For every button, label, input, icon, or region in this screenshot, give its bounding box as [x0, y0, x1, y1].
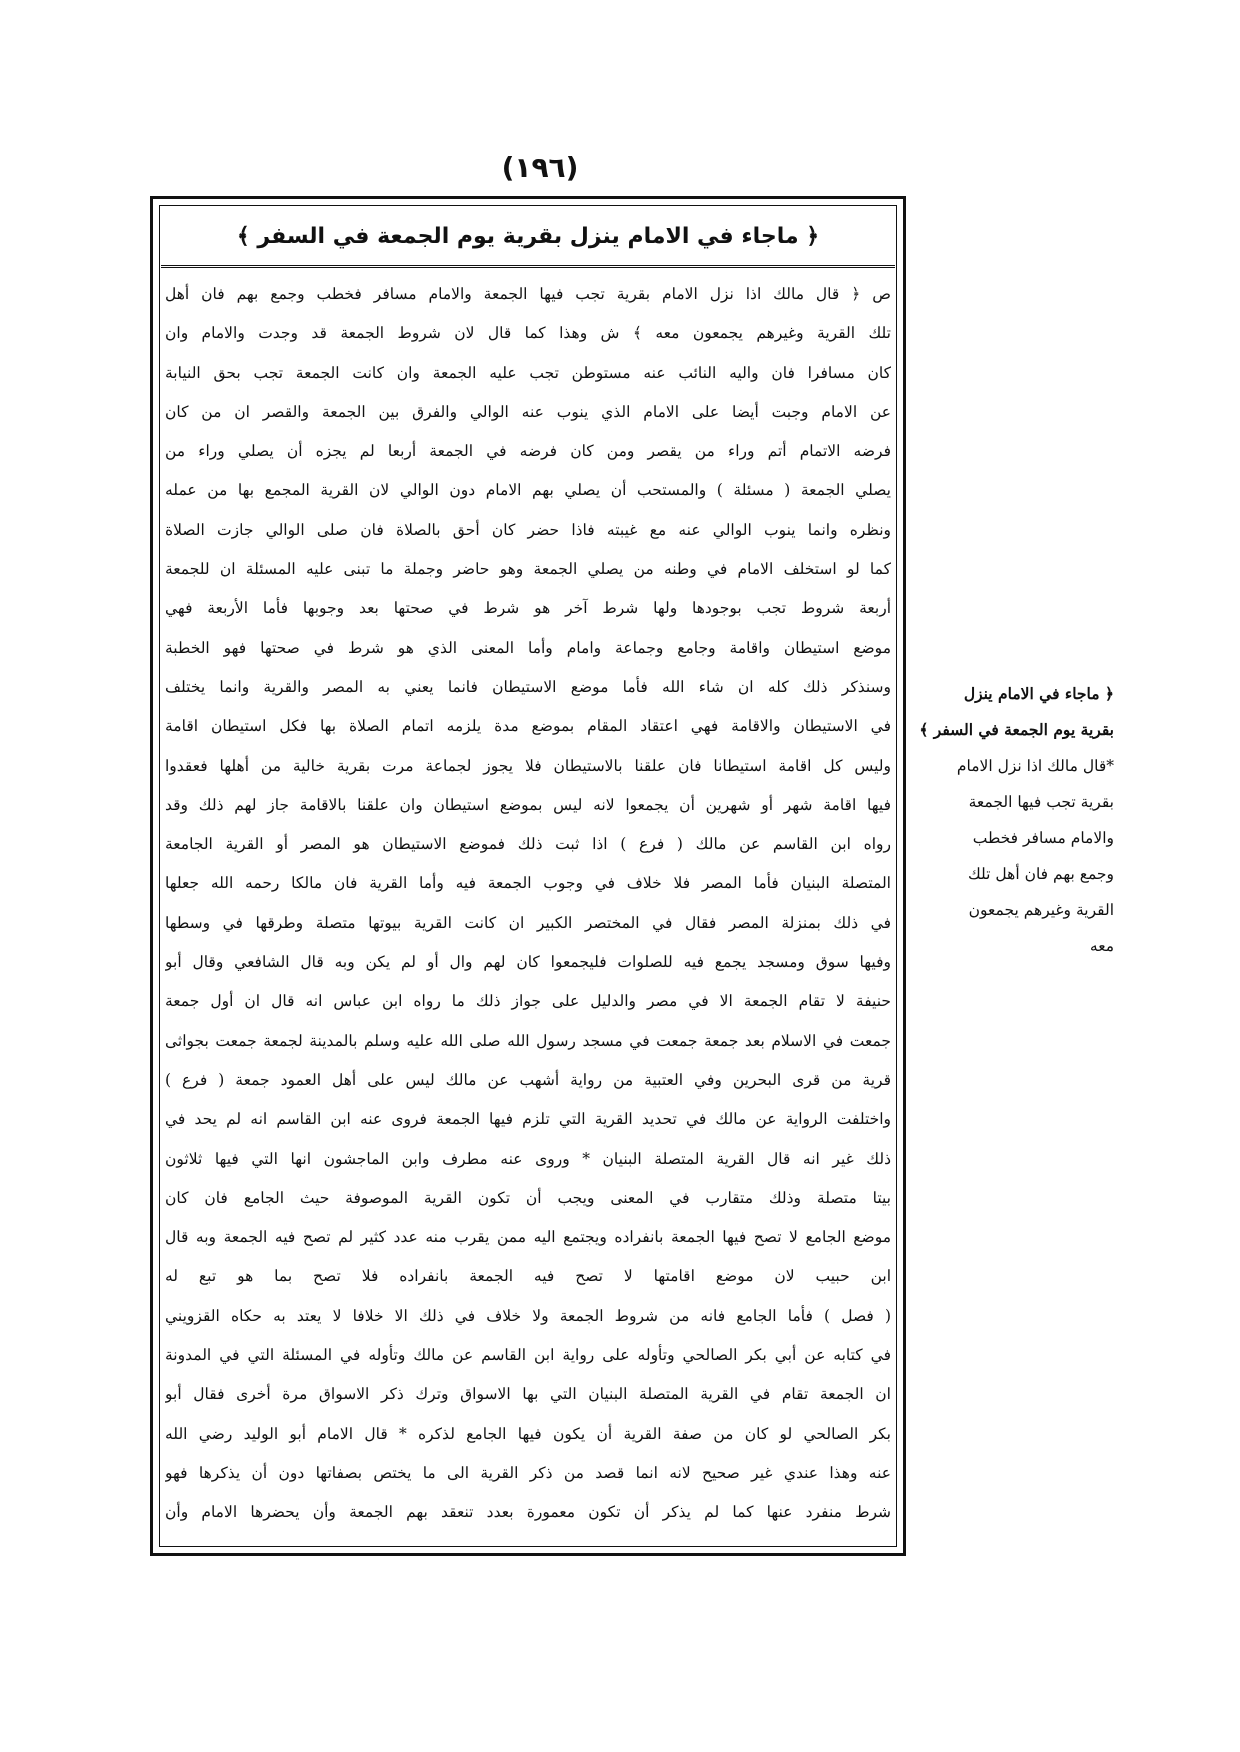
margin-text-line: والامام مسافر فخطب [972, 829, 1114, 847]
margin-note [914, 676, 1114, 964]
margin-text-line: معه [1089, 937, 1114, 955]
text-line: ( فصل ) فأما الجامع فانه من شروط الجمعة ولا خلاف في ذلك الا خلافا لا يعتد به حكاه القزويني [165, 1306, 891, 1325]
text-line: رواه ابن القاسم عن مالك ( فرع ) اذا ثبت ذلك فموضع الاستيطان هو المصر أو القرية الجامعة [165, 835, 891, 854]
text-frame [150, 196, 906, 1556]
text-line: حنيفة لا تقام الجمعة الا في مصر والدليل على جواز ذلك ما رواه ابن عباس انه قال ان أول جمعة [165, 992, 891, 1011]
margin-text-line: القرية وغيرهم يجمعون [968, 901, 1114, 919]
text-line: ان الجمعة تقام في القرية المتصلة البنيان التي بها الاسواق وترك ذكر الاسواق مرة أخرى فقال أبو [165, 1385, 891, 1404]
text-line: وليس كل اقامة استيطانا فان علقنا بالاستيطان فلا يجوز لجماعة مرت بقرية خالية من أهلها فعقدوا [165, 756, 891, 775]
text-line: وفيها سوق ومسجد يجمع فيه للصلوات فليجمعوا كان لهم وال أو لم يكن وبه قال الشافعي وقال أبو [165, 953, 891, 972]
text-line: تلك القرية وغيرهم يجمعون معه ﴾ ش وهذا كما قال لان شروط الجمعة قد وجدت والامام وان [165, 324, 891, 343]
text-line: بيتا متصلة وذلك متقارب في المعنى ويجب أن تكون القرية الموصوفة حيث الجامع فان كان [165, 1188, 891, 1207]
margin-text-line: وجمع بهم فان أهل تلك [967, 865, 1114, 883]
text-line: وسنذكر ذلك كله ان شاء الله فأما موضع الاستيطان فانما يعني به المصر والقرية وانما يختلف [165, 677, 891, 696]
text-line: ابن حبيب لان موضع اقامتها لا تصح فيه الجمعة بانفراده فلا تصح بما هو تبع له [165, 1267, 891, 1286]
text-line: المتصلة البنيان فأما المصر فلا خلاف في وجوب الجمعة فيه وأما القرية فان مالكا رحمه الله جعلها [165, 874, 891, 893]
text-line: في كتابه عن أبي بكر الصالحي وتأوله على رواية ابن القاسم عن مالك وتأوله في المسئلة التي في المدونة [165, 1346, 891, 1365]
text-line: ذلك غير انه قال القرية المتصلة البنيان * وروى عنه مطرف وابن الماجشون انها التي فيها ثلاثون [165, 1149, 891, 1168]
title-divider [161, 265, 895, 268]
margin-text-line: *قال مالك اذا نزل الامام [956, 757, 1114, 775]
margin-text-line: بقرية تجب فيها الجمعة [968, 793, 1114, 811]
text-line: واختلفت الرواية عن مالك في تحديد القرية التي تلزم فيها الجمعة فروى عنه ابن القاسم انه لم يحد في [165, 1110, 891, 1129]
page-number: (١٩٦) [501, 151, 579, 184]
text-line: شرط منفرد عنها كما لم يذكر أن تكون معمورة بعدد تنعقد بهم الجمعة وأن يحضرها الامام وأن [165, 1503, 891, 1522]
text-line: فيها اقامة شهر أو شهرين أن يجمعوا لانه ليس بموضع استيطان وان علقنا بالاقامة جاز لهم ذلك وقد [165, 795, 891, 814]
margin-title-line: بقرية يوم الجمعة في السفر ﴾ [919, 720, 1114, 739]
chapter-title: ﴿ ماجاء في الامام ينزل بقرية يوم الجمعة في السفر ﴾ [236, 224, 820, 249]
text-line: كان مسافرا فان واليه النائب عنه مستوطن تجب عليه الجمعة وان كانت الجمعة تجب بحق النيابة [165, 363, 891, 382]
margin-title-line: ﴿ ماجاء في الامام ينزل [963, 684, 1114, 703]
text-line: عن الامام وجبت أيضا على الامام الذي ينوب عنه الوالي والفرق بين الجمعة والقصر ان من كان [165, 402, 891, 421]
text-line: يصلي الجمعة ( مسئلة ) والمستحب أن يصلي بهم الامام دون الوالي لان القرية المجمع بها من عمله [165, 481, 891, 500]
text-line: أربعة شروط تجب بوجودها ولها شرط آخر هو شرط في صحتها بعد وجوبها فأما الأربعة فهي [165, 599, 891, 618]
text-line: ونظره وانما ينوب الوالي عنه مع غيبته فاذا حضر كان أحق بالصلاة فان صلى الوالي جازت الصلاة [165, 520, 891, 539]
text-line: في ذلك بمنزلة المصر فقال في المختصر الكبير ان كانت القرية بيوتها متصلة وطرقها في وسطها [165, 913, 891, 932]
text-line: عنه وهذا عندي غير صحيح لانه انما قصد من ذكر القرية الى ما يختص بصفاتها دون أن يذكرها فهو [165, 1463, 891, 1482]
text-line: قرية من قرى البحرين وفي العتبية من رواية أشهب عن مالك ليس على أهل العمود جمعة ( فرع ) [165, 1070, 891, 1089]
text-line: ص ﴿ قال مالك اذا نزل الامام بقرية تجب فيها الجمعة والامام مسافر فخطب وجمع بهم فان أهل [165, 285, 891, 303]
text-line: جمعت في الاسلام بعد جمعة جمعت في مسجد رسول الله صلى الله عليه وسلم بالمدينة لجمعة جمعت بجواثى [165, 1031, 891, 1050]
text-line: موضع الجامع لا تصح فيها الجمعة بانفراده ويجتمع اليه ممن يقرب منه عدد كثير لم تصح فيه الجمعة وبه قال [165, 1228, 891, 1247]
text-line: كما لو استخلف الامام في وطنه من يصلي الجمعة وهو حاضر وجملة ما تبنى عليه المسئلة ان للجمعة [165, 560, 891, 579]
text-line: فرضه الاتمام أتم وراء من يقصر ومن كان فرضه في الجمعة أربعا لم يجزه أن يصلي وراء من [165, 442, 891, 461]
text-line: موضع استيطان واقامة وجامع وجماعة وامام وأما المعنى الذي هو شرط في صحتها فهو الخطبة [165, 638, 891, 657]
text-line: في الاستيطان والاقامة فهي اعتقاد المقام بموضع مدة يلزمه اتمام الصلاة بها فكل استيطان اقامة [165, 717, 891, 736]
text-line: بكر الصالحي لو كان من صفة القرية أن يكون فيها الجامع لذكره * قال الامام أبو الوليد رضي الله [165, 1424, 891, 1443]
main-text-body [165, 275, 891, 1541]
